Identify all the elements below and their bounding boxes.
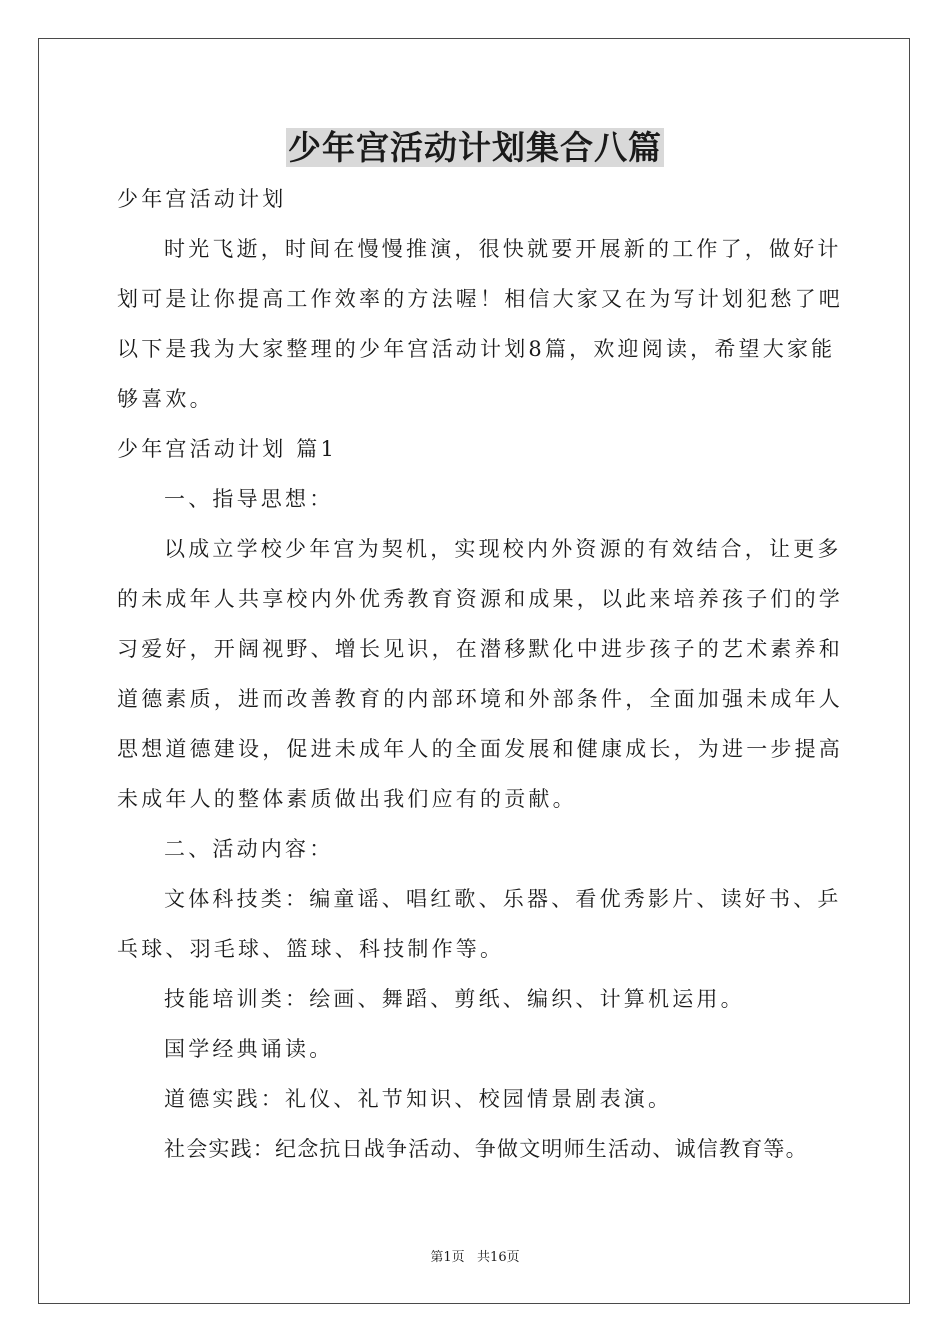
subheading: 二、活动内容： bbox=[164, 837, 334, 861]
paragraph-line: 以成立学校少年宫为契机，实现校内外资源的有效结合，让更多 bbox=[164, 537, 842, 561]
paragraph-line: 思想道德建设，促进未成年人的全面发展和健康成长，为进一步提高 bbox=[117, 737, 843, 761]
paragraph-line: 文体科技类：编童谣、唱红歌、乐器、看优秀影片、读好书、乒 bbox=[164, 887, 842, 911]
paragraph-line: 习爱好，开阔视野、增长见识，在潜移默化中进步孩子的艺术素养和 bbox=[117, 637, 843, 661]
section-heading: 少年宫活动计划 bbox=[117, 187, 287, 211]
paragraph-line: 的未成年人共享校内外优秀教育资源和成果，以此来培养孩子们的学 bbox=[117, 587, 843, 611]
subheading: 一、指导思想： bbox=[164, 487, 334, 511]
paragraph-line: 划可是让你提高工作效率的方法喔！相信大家又在为写计划犯愁了吧 bbox=[117, 287, 843, 311]
paragraph-line: 够喜欢。 bbox=[117, 387, 214, 411]
paragraph-line: 时光飞逝，时间在慢慢推演，很快就要开展新的工作了，做好计 bbox=[164, 237, 842, 261]
section-heading: 少年宫活动计划 篇1 bbox=[117, 437, 338, 461]
paragraph-line: 道德素质，进而改善教育的内部环境和外部条件，全面加强未成年人 bbox=[117, 687, 843, 711]
paragraph-line: 国学经典诵读。 bbox=[164, 1037, 334, 1061]
document-title: 少年宫活动计划集合八篇 bbox=[288, 128, 662, 167]
page-footer: 第1页 共16页 bbox=[430, 1250, 520, 1265]
paragraph-line: 以下是我为大家整理的少年宫活动计划8篇，欢迎阅读，希望大家能 bbox=[117, 337, 836, 361]
paragraph-line: 社会实践：纪念抗日战争活动、争做文明师生活动、诚信教育等。 bbox=[164, 1137, 808, 1161]
paragraph-line: 技能培训类：绘画、舞蹈、剪纸、编织、计算机运用。 bbox=[164, 987, 745, 1011]
page-border bbox=[38, 38, 910, 1304]
paragraph-line: 道德实践：礼仪、礼节知识、校园情景剧表演。 bbox=[164, 1087, 673, 1111]
paragraph-line: 乓球、羽毛球、篮球、科技制作等。 bbox=[117, 937, 505, 961]
paragraph-line: 未成年人的整体素质做出我们应有的贡献。 bbox=[117, 787, 577, 811]
